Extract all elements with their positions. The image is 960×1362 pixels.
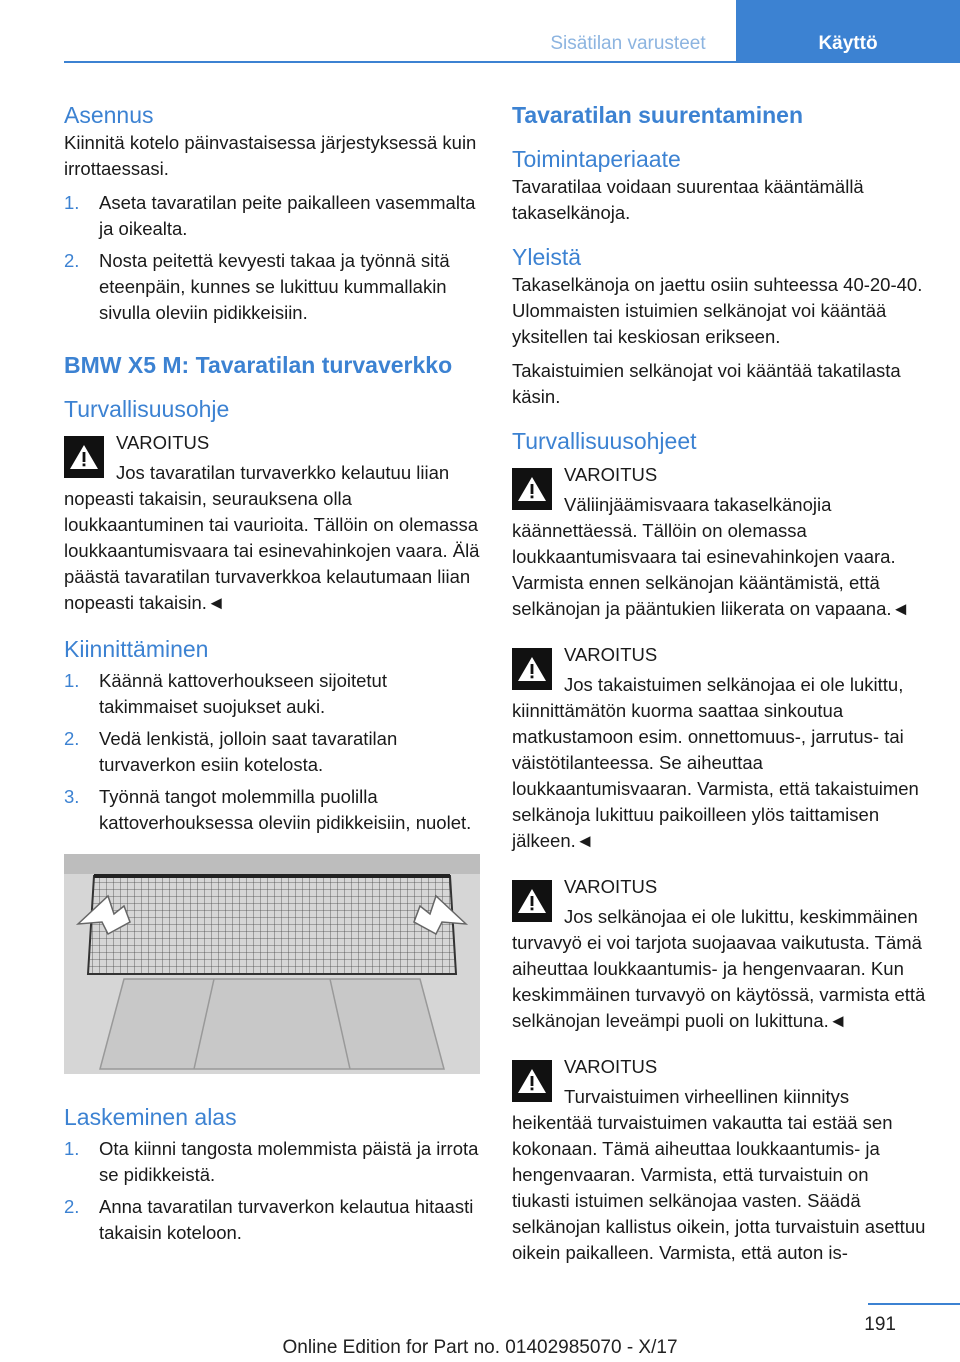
warning-triangle-icon	[64, 436, 104, 478]
step-number: 1.	[64, 192, 80, 213]
warning-triangle-icon	[512, 880, 552, 922]
warning-text: Turvaistuimen virheellinen kiinnitys heikentää turvaistuimen vakautta tai estää sen kokonaan. Tämä aiheuttaa loukkaantumis- ja hengenvaaran. Varmista, että turvaistuin on tiukasti istuimen selkänojaa vasten. Säädä selkänojan kallistus oikein, jotta turvaistuin asettuu oikein paikalleen. Varmista, että auton is-	[512, 1086, 926, 1263]
general-heading: Yleistä	[512, 244, 582, 270]
attaching-steps	[64, 668, 480, 836]
step-number: 1.	[64, 1138, 80, 1159]
warning-block	[64, 428, 480, 616]
warning-text: Jos takaistuimen selkänojaa ei ole lukittu, kiinnittämätön kuorma saattaa sinkoutua matkustamoon esim. onnettomuus-, jarrutus- tai väistötilanteessa. Se aiheuttaa loukkaantumisvaaran. Varmista, että takaistuimen selkänoja lukittuu paikoilleen ylös taittamisen jälkeen.◄	[512, 674, 919, 851]
principle-text: Tavaratilaa voidaan suurentaa kääntämällä takaselkänoja.	[512, 176, 864, 223]
warning-triangle-icon	[512, 1060, 552, 1102]
list-item	[64, 784, 480, 836]
warning-text: Jos tavaratilan turvaverkko kelautuu liian nopeasti takaisin, seurauksena olla loukkaantuminen tai vaurioita. Tällöin on olemassa loukkaantumisvaara tai esinevahinkojen vaara. Älä päästä tavaratilan turvaverkkoa kelautumaan liian nopeasti takaisin.◄	[64, 462, 480, 613]
list-item	[64, 248, 480, 326]
cargo-net-illustration	[64, 854, 480, 1074]
warning-label: VAROITUS	[564, 876, 658, 897]
step-text: Aseta tavaratilan peite paikalleen vasemmalta ja oikealta.	[99, 192, 476, 239]
step-number: 2.	[64, 250, 80, 271]
general-text-2: Takaistuimien selkänojat voi kääntää takatilasta käsin.	[512, 360, 901, 407]
installation-intro: Kiinnitä kotelo päinvastaisessa järjestyksessä kuin irrottaessasi.	[64, 132, 477, 179]
page-header	[0, 0, 960, 62]
footer-rule	[868, 1303, 960, 1305]
step-text: Anna tavaratilan turvaverkon kelautua hitaasti takaisin koteloon.	[99, 1196, 474, 1243]
step-text: Nosta peitettä kevyesti takaa ja työnnä sitä eteenpäin, kunnes se lukittuu kummallakin sivulla oleviin pidikkeisiin.	[99, 250, 450, 323]
installation-heading: Asennus	[64, 102, 154, 128]
warning-text: Väliinjäämisvaara takaselkänojia käännettäessä. Tällöin on olemassa loukkaantumisvaara tai esinevahinkojen vaara. Varmista ennen selkänojan kääntämistä, että selkänojan ja pääntukien liikerata on vapaana.◄	[512, 494, 910, 619]
warning-label: VAROITUS	[116, 432, 210, 453]
warning-block	[512, 1052, 928, 1266]
step-number: 1.	[64, 670, 80, 691]
left-column	[64, 100, 480, 1256]
step-text: Työnnä tangot molemmilla puolilla kattoverhouksessa oleviin pidikkeisiin, nuolet.	[99, 786, 472, 833]
lowering-heading: Laskeminen alas	[64, 1104, 237, 1130]
list-item	[64, 1136, 480, 1188]
step-number: 3.	[64, 786, 80, 807]
lowering-steps	[64, 1136, 480, 1246]
list-item	[64, 1194, 480, 1246]
attaching-heading: Kiinnittäminen	[64, 636, 209, 662]
list-item	[64, 668, 480, 720]
warning-triangle-icon	[512, 648, 552, 690]
header-rule	[64, 61, 960, 63]
safety-net-heading: BMW X5 M: Tavaratilan turvaverkko	[64, 352, 453, 378]
right-column	[512, 100, 928, 1284]
safety-note-heading: Turvallisuusohje	[64, 396, 230, 422]
warning-text: Jos selkänojaa ei ole lukittu, keskimmäinen turvavyö ei voi tarjota suojaavaa vaikutusta. Tämä aiheuttaa loukkaantumis- ja hengenvaaran. Kun keskimmäinen turvavyö on käytössä, varmista että selkänojan leveämpi puoli on lukittuna.◄	[512, 906, 926, 1031]
step-text: Vedä lenkistä, jolloin saat tavaratilan turvaverkon esiin kotelosta.	[99, 728, 398, 775]
step-text: Käännä kattoverhoukseen sijoitetut takimmaiset suojukset auki.	[99, 670, 387, 717]
warning-label: VAROITUS	[564, 464, 658, 485]
list-item	[64, 190, 480, 242]
step-number: 2.	[64, 728, 80, 749]
list-item	[64, 726, 480, 778]
page-number: 191	[864, 1314, 896, 1335]
installation-steps	[64, 190, 480, 326]
principle-heading: Toimintaperiaate	[512, 146, 681, 172]
edition-footer: Online Edition for Part no. 01402985070 - X/17	[282, 1337, 678, 1358]
warning-block	[512, 640, 928, 854]
step-number: 2.	[64, 1196, 80, 1217]
expand-cargo-heading: Tavaratilan suurentaminen	[512, 102, 803, 128]
warning-label: VAROITUS	[564, 1056, 658, 1077]
safety-notes-heading: Turvallisuusohjeet	[512, 428, 697, 454]
warning-block	[512, 872, 928, 1034]
section-tab: Sisätilan varusteet	[520, 0, 736, 62]
warning-block	[512, 460, 928, 622]
general-text-1: Takaselkänoja on jaettu osiin suhteessa 40-20-40. Ulommaisten istuimien selkänojat voi kääntää yksitellen tai keskiosan erikseen.	[512, 274, 923, 347]
warning-triangle-icon	[512, 468, 552, 510]
warning-label: VAROITUS	[564, 644, 658, 665]
step-text: Ota kiinni tangosta molemmista päistä ja irrota se pidikkeistä.	[99, 1138, 479, 1185]
chapter-tab: Käyttö	[736, 0, 960, 62]
